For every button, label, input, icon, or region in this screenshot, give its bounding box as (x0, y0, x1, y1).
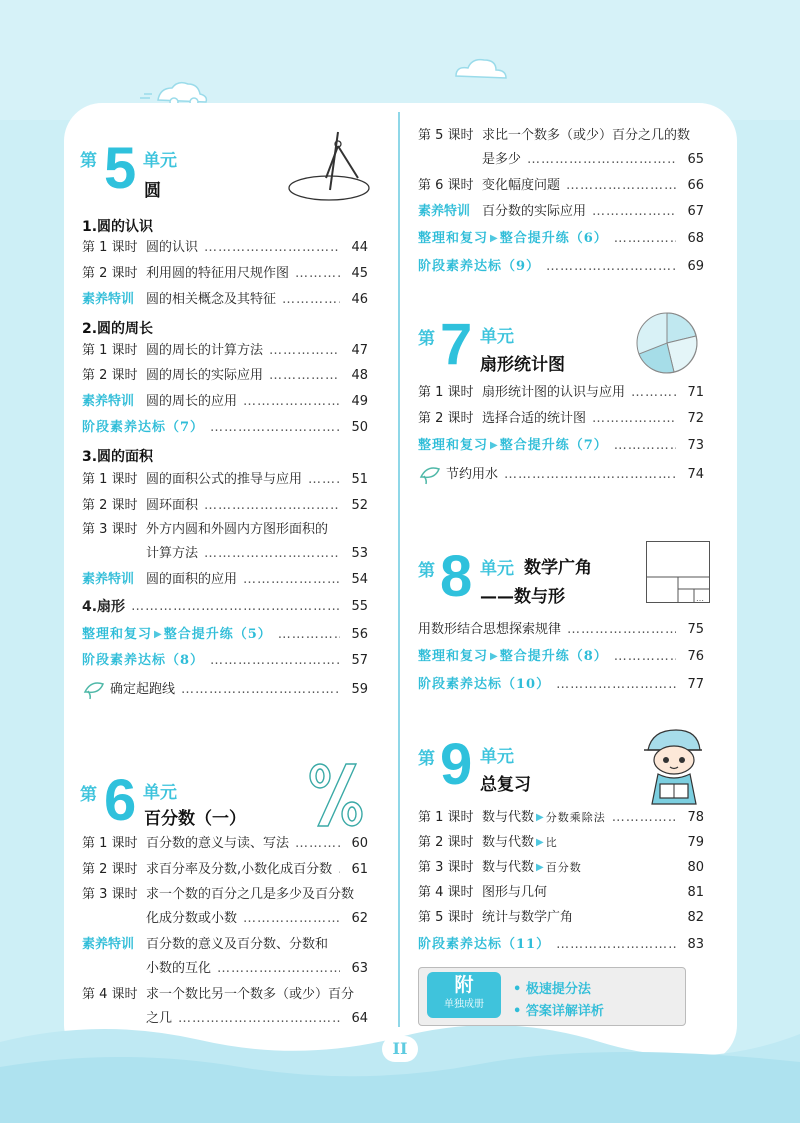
toc-entry[interactable]: 计算方法 ………………………………………………………………………………………………………………………………… 53 (82, 544, 368, 564)
toc-entry[interactable]: 第 4 课时 求一个数比另一个数多（或少）百分 (82, 987, 355, 1002)
toc-entry[interactable]: 第 2 课时 利用圆的特征用尺规作图 ………………………………………………………………………………………………………………………………… 45 (82, 264, 368, 284)
unit-number: 6 (104, 768, 137, 833)
toc-entry[interactable]: 第 5 课时 求比一个数多（或少）百分之几的数 (418, 128, 691, 143)
unit-title: 总复习 (480, 775, 531, 795)
unit-subtitle: ——数与形 (480, 587, 565, 607)
arrow-icon: ▶ (490, 651, 498, 662)
toc-entry[interactable]: 之几 ………………………………………………………………………………………………………………………………… 64 (82, 1009, 368, 1029)
unit-prefix: 第 (418, 749, 435, 769)
toc-entry[interactable]: 第 1 课时 扇形统计图的认识与应用 ………………………………………………………………………………………………………………………………… 71 (418, 383, 704, 403)
toc-entry[interactable]: 第 2 课时 数与代数 ▶ 比 79 (418, 833, 704, 853)
unit-prefix: 第 (418, 561, 435, 581)
square-pattern-icon (646, 541, 710, 603)
unit-title: 圆 (144, 181, 161, 201)
toc-entry[interactable]: 素养特训 百分数的实际应用 ………………………………………………………………………………………………………………………………… 67 (418, 202, 704, 222)
cloud-icon (448, 52, 518, 82)
toc-entry[interactable]: 4.扇形 ………………………………………………………………………………………………………………………………… 55 (82, 597, 368, 617)
section-title: 1.圆的认识 (82, 219, 154, 235)
toc-entry[interactable]: 第 3 课时 数与代数 ▶ 百分数 80 (418, 858, 704, 878)
section-title: 3.圆的面积 (82, 449, 154, 465)
toc-entry-review[interactable]: 整理和复习 ▶ 整合提升练（5） ………………………………………………………………………………………………………………………………… 56 (82, 625, 368, 645)
attachment-tab: 附 单独成册 (427, 972, 501, 1018)
svg-text:…: … (696, 594, 704, 603)
unit-suffix: 单元 (480, 327, 514, 347)
unit-title: 数学广角 (524, 558, 592, 578)
toc-entry[interactable]: 第 3 课时 求一个数的百分之几是多少及百分数 (82, 887, 355, 902)
unit-suffix: 单元 (143, 783, 177, 803)
leaf-icon (418, 465, 442, 485)
toc-entry[interactable]: 第 5 课时 统计与数学广角 82 (418, 910, 704, 925)
attachment-item: • 答案详解详析 (513, 1004, 604, 1019)
toc-entry[interactable]: 是多少 ………………………………………………………………………………………………………………………………… 65 (418, 150, 704, 170)
toc-entry[interactable]: 阶段素养达标（10） ………………………………………………………………………………………………………………………………… 77 (418, 675, 704, 695)
toc-entry[interactable]: 第 2 课时 圆的周长的实际应用 ………………………………………………………………………………………………………………………………… 48 (82, 366, 368, 386)
unit-number: 5 (104, 136, 137, 201)
boy-reading-icon (634, 726, 714, 810)
arrow-icon: ▶ (154, 629, 162, 640)
page-number: II (382, 1036, 418, 1062)
toc-entry-review[interactable]: 整理和复习 ▶ 整合提升练（8） ………………………………………………………………………………………………………………………………… 76 (418, 647, 704, 667)
arrow-icon: ▶ (536, 812, 544, 823)
unit-prefix: 第 (80, 151, 97, 171)
toc-entry[interactable]: 第 1 课时 圆的认识 ………………………………………………………………………………………………………………………………… 44 (82, 238, 368, 258)
toc-entry[interactable]: 第 2 课时 选择合适的统计图 ………………………………………………………………………………………………………………………………… 72 (418, 409, 704, 429)
top-background (0, 0, 800, 120)
toc-entry[interactable]: 确定起跑线 ………………………………………………………………………………………………………………………………… 59 (82, 680, 368, 700)
toc-entry[interactable]: 素养特训 圆的相关概念及其特征 ………………………………………………………………………………………………………………………………… 46 (82, 290, 368, 310)
toc-entry[interactable]: 第 1 课时 数与代数 ▶ 分数乘除法 ………………………………………………………………………………………………………………………………… 78 (418, 808, 704, 828)
attachment-item: • 极速提分法 (513, 982, 591, 997)
toc-entry[interactable]: 阶段素养达标（9） ………………………………………………………………………………………………………………………………… 69 (418, 257, 704, 277)
unit-number: 9 (440, 732, 473, 797)
unit-number: 7 (440, 312, 473, 377)
toc-entry-review[interactable]: 整理和复习 ▶ 整合提升练（6） ………………………………………………………………………………………………………………………………… 68 (418, 229, 704, 249)
toc-entry[interactable]: 第 1 课时 圆的面积公式的推导与应用 ………………………………………………………………………………………………………………………………… 51 (82, 470, 368, 490)
toc-entry[interactable]: 阶段素养达标（8） ………………………………………………………………………………………………………………………………… 57 (82, 651, 368, 671)
toc-entry[interactable]: 阶段素养达标（7） ………………………………………………………………………………………………………………………………… 50 (82, 418, 368, 438)
arrow-icon: ▶ (490, 233, 498, 244)
toc-entry[interactable]: 第 4 课时 图形与几何 81 (418, 885, 704, 900)
arrow-icon: ▶ (536, 862, 544, 873)
toc-entry[interactable]: 素养特训 圆的面积的应用 ………………………………………………………………………………………………………………………………… 54 (82, 570, 368, 590)
attachment-box (418, 967, 686, 1026)
arrow-icon: ▶ (536, 837, 544, 848)
toc-entry[interactable]: 阶段素养达标（11） ………………………………………………………………………………………………………………………………… 83 (418, 935, 704, 955)
toc-entry[interactable]: 第 3 课时 外方内圆和外圆内方图形面积的 (82, 522, 329, 537)
toc-entry[interactable]: 素养特训 百分数的意义及百分数、分数和 (82, 937, 329, 952)
unit-suffix: 单元 (143, 151, 177, 171)
toc-entry[interactable]: 节约用水 ………………………………………………………………………………………………………………………………… 74 (418, 465, 704, 485)
toc-entry[interactable]: 用数形结合思想探索规律 ………………………………………………………………………………………………………………………………… 75 (418, 620, 704, 640)
toc-entry[interactable]: 第 2 课时 圆环面积 ………………………………………………………………………………………………………………………………… 52 (82, 496, 368, 516)
unit-suffix: 单元 (480, 747, 514, 767)
unit-prefix: 第 (418, 329, 435, 349)
compass-icon (286, 128, 372, 204)
unit-title: 扇形统计图 (480, 355, 565, 375)
unit-prefix: 第 (80, 785, 97, 805)
percent-icon (306, 760, 368, 830)
toc-entry[interactable]: 化成分数或小数 ………………………………………………………………………………………………………………………………… 62 (82, 909, 368, 929)
toc-entry[interactable]: 第 6 课时 变化幅度问题 ………………………………………………………………………………………………………………………………… 66 (418, 176, 704, 196)
toc-entry[interactable]: 小数的互化 ………………………………………………………………………………………………………………………………… 63 (82, 959, 368, 979)
toc-entry[interactable]: 第 1 课时 圆的周长的计算方法 ………………………………………………………………………………………………………………………………… 47 (82, 341, 368, 361)
column-divider (398, 112, 400, 1027)
arrow-icon: ▶ (490, 440, 498, 451)
toc-entry-review[interactable]: 整理和复习 ▶ 整合提升练（7） ………………………………………………………………………………………………………………………………… 73 (418, 436, 704, 456)
toc-entry[interactable]: 第 1 课时 百分数的意义与读、写法 ………………………………………………………………………………………………………………………………… 60 (82, 834, 368, 854)
leaf-icon (82, 680, 106, 700)
pie-chart-icon (634, 310, 700, 376)
section-title: 2.圆的周长 (82, 321, 154, 337)
unit-suffix: 单元 (480, 559, 514, 579)
toc-entry[interactable]: 素养特训 圆的周长的应用 ………………………………………………………………………………………………………………………………… 49 (82, 392, 368, 412)
unit-number: 8 (440, 544, 473, 609)
toc-entry[interactable]: 第 2 课时 求百分率及分数,小数化成百分数 ………………………………………………………………………………………………………………………………… 61 (82, 860, 368, 880)
unit-title: 百分数（一） (144, 809, 246, 829)
